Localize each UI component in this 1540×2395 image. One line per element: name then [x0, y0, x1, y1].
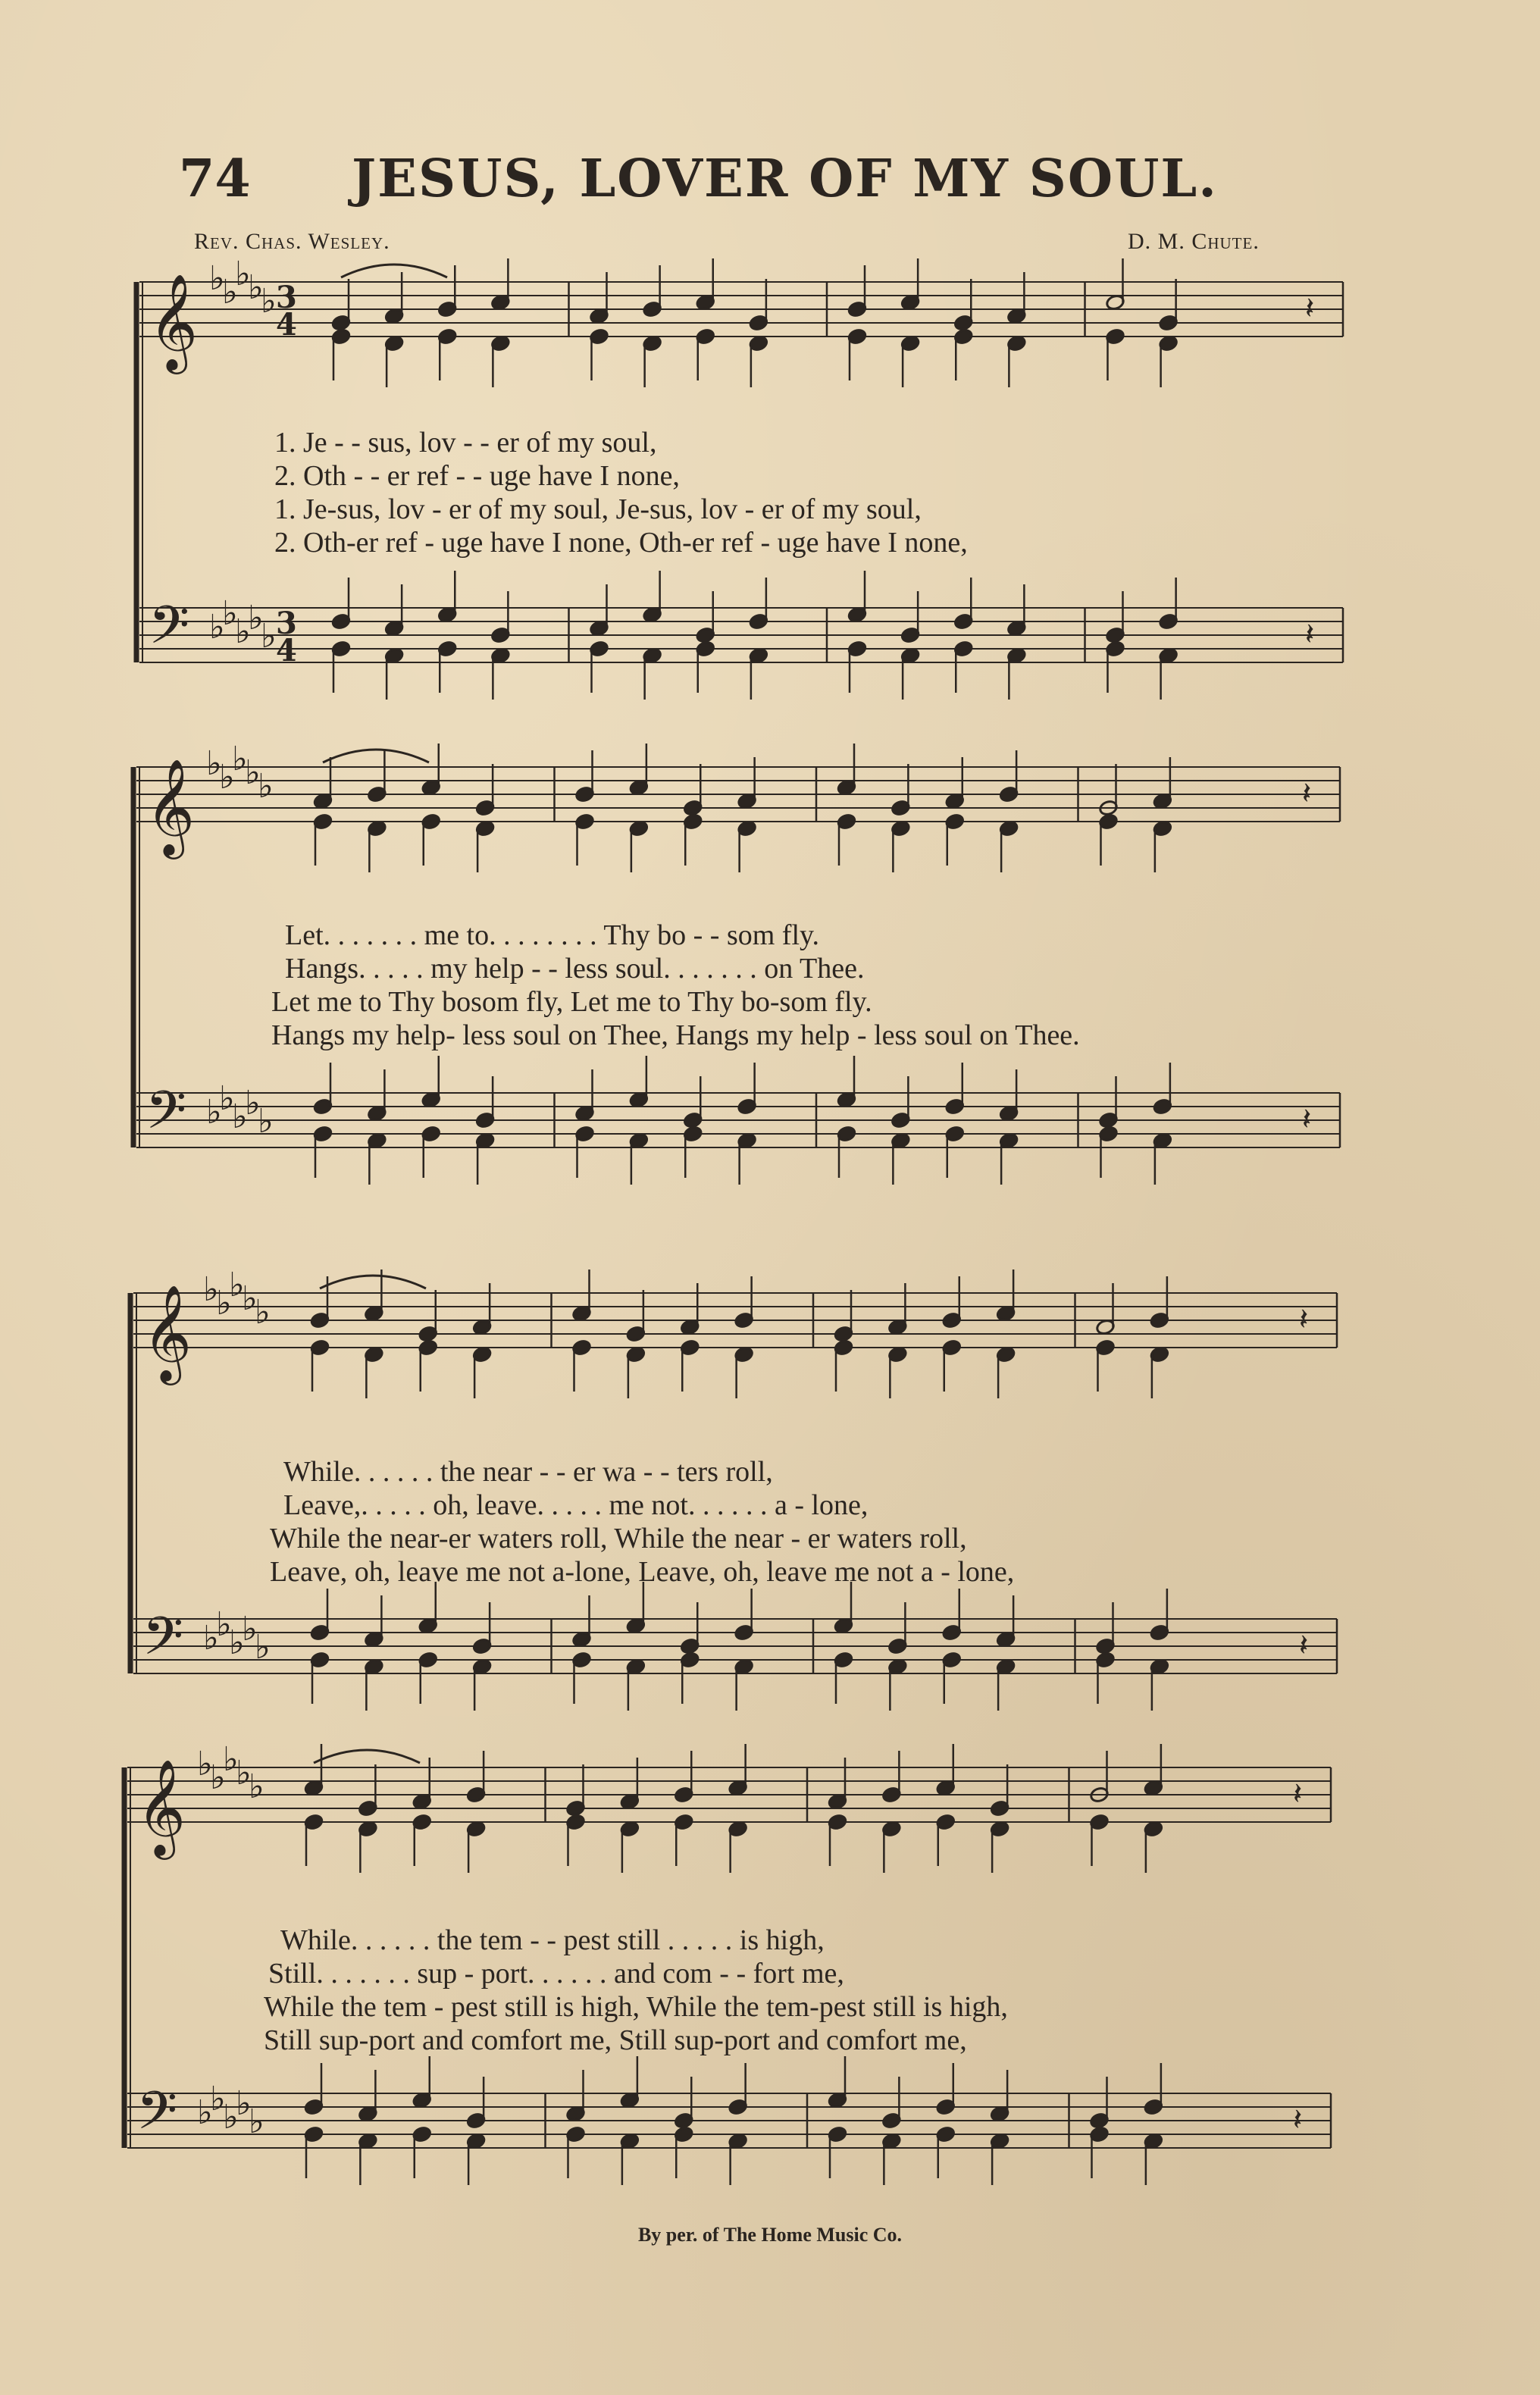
- lyric-line: Hangs. . . . . my help - - less soul. . . . . . . on Thee.: [285, 953, 865, 985]
- flat-icon: ♭: [219, 758, 235, 797]
- flat-icon: ♭: [245, 753, 261, 792]
- time-signature: 3: [276, 606, 297, 641]
- flat-icon: ♭: [245, 1084, 261, 1122]
- rest-icon: 𝄽: [1299, 1302, 1309, 1337]
- composer-credit: D. M. Chute.: [1128, 229, 1260, 254]
- flat-icon: ♭: [255, 1293, 271, 1332]
- lyric-line: 2. Oth - - er ref - - uge have I none,: [274, 460, 680, 492]
- flat-icon: ♭: [209, 608, 225, 646]
- flat-icon: ♭: [242, 1279, 258, 1318]
- flat-icon: ♭: [203, 1619, 219, 1658]
- flat-icon: ♭: [258, 1102, 274, 1141]
- lyric-line: While the tem - pest still is high, While the tem-pest still is high,: [264, 1991, 1008, 2023]
- lyric-line: 2. Oth-er ref - uge have I none, Oth-er ref - uge have I none,: [274, 527, 968, 559]
- rest-icon: 𝄽: [1293, 2102, 1303, 2137]
- hymn-title: JESUS, LOVER OF MY SOUL.: [352, 149, 1218, 209]
- lyric-line: Leave, oh, leave me not a-lone, Leave, oh, leave me not a - lone,: [270, 1556, 1015, 1588]
- music-system: [123, 1266, 1351, 1731]
- slur: [320, 1276, 426, 1288]
- lyric-line: Leave,. . . . . oh, leave. . . . . me not. . . . . . a - lone,: [283, 1489, 869, 1521]
- treble-clef-icon: 𝄞: [142, 1284, 192, 1381]
- flat-icon: ♭: [236, 1754, 252, 1792]
- flat-icon: ♭: [219, 1079, 235, 1118]
- lyric-line: Let. . . . . . . me to. . . . . . . . Thy bo - - som fly.: [285, 919, 820, 951]
- flat-icon: ♭: [242, 1610, 258, 1648]
- treble-clef-icon: 𝄞: [136, 1758, 186, 1855]
- bass-clef-icon: 𝄢: [136, 2080, 178, 2154]
- author-credit: Rev. Chas. Wesley.: [194, 229, 390, 254]
- slur: [323, 750, 429, 762]
- music-system: [126, 740, 1354, 1205]
- flat-icon: ♭: [229, 1266, 245, 1304]
- flat-icon: ♭: [210, 1758, 226, 1797]
- flat-icon: ♭: [222, 594, 238, 633]
- flat-icon: ♭: [235, 255, 251, 293]
- lyric-line: While. . . . . . the tem - - pest still . . . . . is high,: [280, 1924, 825, 1956]
- flat-icon: ♭: [216, 1605, 232, 1644]
- flat-icon: ♭: [206, 1093, 222, 1132]
- rest-icon: 𝄽: [1305, 291, 1315, 326]
- time-signature: 3: [276, 280, 297, 315]
- lyric-line: 1. Je-sus, lov - er of my soul, Je-sus, lov - er of my soul,: [274, 493, 922, 525]
- flat-icon: ♭: [258, 767, 274, 806]
- flat-icon: ♭: [249, 2102, 264, 2141]
- lyric-line: Hangs my help- less soul on Thee, Hangs my help - less soul on Thee.: [271, 1019, 1080, 1051]
- rest-icon: 𝄽: [1299, 1628, 1309, 1663]
- flat-icon: ♭: [232, 740, 248, 778]
- lyric-line: While the near-er waters roll, While the near - er waters roll,: [270, 1523, 967, 1554]
- flat-icon: ♭: [222, 273, 238, 312]
- slur: [314, 1750, 420, 1763]
- rest-icon: 𝄽: [1305, 617, 1315, 652]
- time-signature: 4: [276, 307, 297, 343]
- flat-icon: ♭: [203, 1270, 219, 1309]
- flat-icon: ♭: [248, 599, 264, 637]
- flat-icon: ♭: [236, 2084, 252, 2123]
- flat-icon: ♭: [249, 1767, 264, 1806]
- bass-clef-icon: 𝄢: [146, 1079, 187, 1154]
- music-system: [117, 1740, 1344, 2206]
- flat-icon: ♭: [248, 268, 264, 307]
- flat-icon: ♭: [216, 1284, 232, 1323]
- flat-icon: ♭: [210, 2080, 226, 2118]
- flat-icon: ♭: [197, 2093, 213, 2132]
- rest-icon: 𝄽: [1302, 1102, 1312, 1137]
- flat-icon: ♭: [232, 1097, 248, 1136]
- flat-icon: ♭: [255, 1628, 271, 1667]
- treble-clef-icon: 𝄞: [149, 273, 199, 370]
- flat-icon: ♭: [261, 282, 277, 321]
- treble-clef-icon: 𝄞: [146, 758, 196, 855]
- bass-clef-icon: 𝄢: [149, 594, 190, 668]
- permission-credit: By per. of The Home Music Co.: [637, 2224, 903, 2246]
- flat-icon: ♭: [261, 617, 277, 656]
- flat-icon: ♭: [206, 744, 222, 783]
- flat-icon: ♭: [209, 259, 225, 298]
- lyric-line: 1. Je - - sus, lov - - er of my soul,: [274, 427, 657, 459]
- time-signature: 4: [276, 633, 297, 668]
- lyric-line: Still sup-port and comfort me, Still sup-port and comfort me,: [264, 2024, 967, 2056]
- bass-clef-icon: 𝄢: [142, 1605, 184, 1680]
- music-system: [129, 255, 1357, 720]
- slur: [341, 265, 447, 277]
- flat-icon: ♭: [229, 1623, 245, 1662]
- flat-icon: ♭: [197, 1745, 213, 1783]
- rest-icon: 𝄽: [1293, 1777, 1303, 1811]
- lyric-line: Let me to Thy bosom fly, Let me to Thy bo-som fly.: [271, 986, 872, 1018]
- flat-icon: ♭: [223, 1740, 239, 1779]
- lyric-line: Still. . . . . . . sup - port. . . . . . and com - - fort me,: [268, 1958, 844, 1990]
- rest-icon: 𝄽: [1302, 776, 1312, 811]
- flat-icon: ♭: [223, 2098, 239, 2137]
- page-number: 74: [179, 149, 251, 209]
- lyric-line: While. . . . . . the near - - er wa - - ters roll,: [283, 1456, 773, 1488]
- flat-icon: ♭: [235, 612, 251, 651]
